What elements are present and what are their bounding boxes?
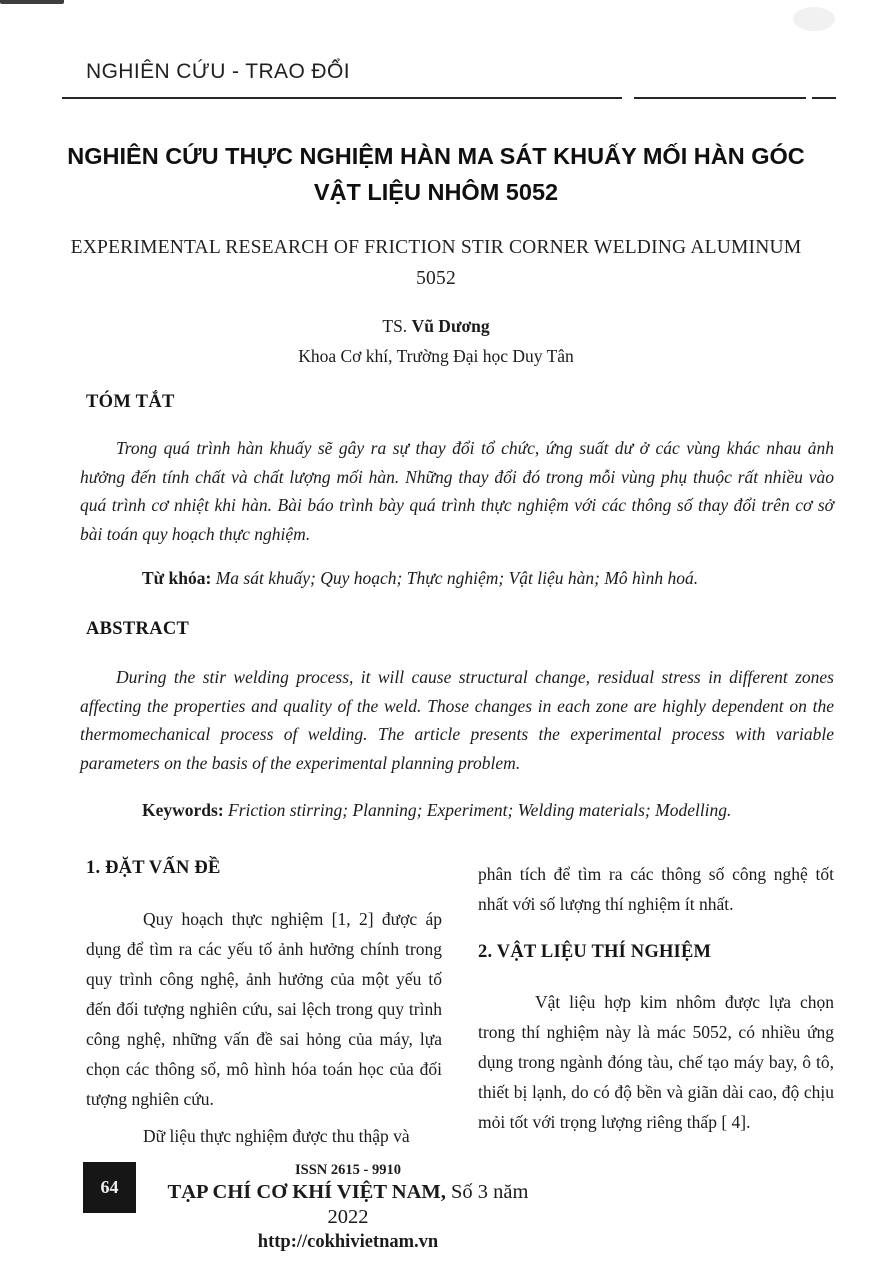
header-rule-segment — [634, 97, 806, 99]
byline — [0, 311, 872, 371]
journal-footer — [148, 1161, 548, 1254]
keywords-vi — [86, 565, 834, 591]
section-1-paragraph-1: Quy hoạch thực nghiệm [1, 2] được áp dụng để tìm ra các yếu tố ảnh hưởng chính trong quy trình công nghệ, ảnh hưởng của một yếu tố đến đối tượng nghiên cứu, sai lệch trong quy trình công nghệ, những vấn đề sai hỏng của máy, lựa chọn các thông số, mô hình hóa toán học của đối tượng nghiên cứu. — [86, 909, 442, 1109]
scan-artifact — [0, 0, 64, 4]
page-number-badge: 64 — [83, 1162, 136, 1213]
keywords-en-text: Friction stirring; Planning; Experiment; Welding materials; Modelling. — [223, 800, 732, 820]
affiliation: Khoa Cơ khí, Trường Đại học Duy Tân — [298, 346, 574, 366]
keywords-vi-label: Từ khóa: — [142, 568, 212, 588]
article-title-en-line2: 5052 — [416, 268, 456, 289]
left-column — [86, 856, 442, 1151]
footer-journal-name: TẠP CHÍ CƠ KHÍ VIỆT NAM, — [167, 1181, 446, 1203]
author-name: Vũ Dương — [411, 316, 490, 336]
header-rule-gap — [622, 97, 634, 99]
footer-issue: Số 3 năm 2022 — [327, 1181, 529, 1228]
article-title-en-line1: EXPERIMENTAL RESEARCH OF FRICTION STIR CORNER WELDING ALUMINUM — [70, 237, 802, 258]
author-title-prefix: TS. — [382, 316, 412, 336]
abstract-en-body: During the stir welding process, it will cause structural change, residual stress in different zones affecting the properties and quality of the weld. Those changes in each zone are highly dependent on the thermomechanical process of welding. The article presents the experimental process with variable parameters on the basis of the experimental planning problem. — [80, 667, 834, 773]
scan-smudge — [793, 7, 835, 31]
section-2-paragraph-1: Vật liệu hợp kim nhôm được lựa chọn trong thí nghiệm này là mác 5052, có nhiều ứng dụng trong ngành đóng tàu, chế tạo máy bay, ô tô, thiết bị lạnh, do có độ bền và giãn dài cao, độ chịu mỏi tốt với trọng lượng riêng thấp [ 4]. — [478, 992, 834, 1132]
section-1-heading: 1. ĐẶT VẤN ĐỀ — [86, 858, 221, 878]
keywords-en — [86, 797, 834, 823]
section-1-paragraph-2-continuation: phân tích để tìm ra các thông số công nghệ tốt nhất với số lượng thí nghiệm ít nhất. — [478, 864, 834, 914]
author-line — [0, 311, 872, 341]
header-rule — [62, 97, 836, 99]
abstract-en-heading: ABSTRACT — [86, 619, 190, 639]
header-rule-segment — [62, 97, 622, 99]
abstract-vi-heading: TÓM TẮT — [86, 392, 175, 412]
section-1-paragraph-2: Dữ liệu thực nghiệm được thu thập và — [143, 1126, 410, 1146]
footer-issn: ISSN 2615 - 9910 — [295, 1162, 401, 1178]
keywords-en-label: Keywords: — [142, 800, 224, 820]
header-rule-segment — [812, 97, 836, 99]
right-column — [478, 856, 834, 1151]
article-title-line1: NGHIÊN CỨU THỰC NGHIỆM HÀN MA SÁT KHUẤY MỐI HÀN GÓC — [67, 143, 805, 169]
abstract-vi-body: Trong quá trình hàn khuấy sẽ gây ra sự thay đổi tổ chức, ứng suất dư ở các vùng khác nhau ảnh hưởng đến tính chất và chất lượng mối hàn. Những thay đổi đó trong mỗi vùng phụ thuộc rất nhiều vào quá trình cơ nhiệt khi hàn. Bài báo trình bày quá trình thực nghiệm với các thông số thay đổi trên cơ sở bài toán quy hoạch thực nghiệm. — [80, 438, 834, 544]
article-title-english — [50, 232, 822, 294]
footer-journal-line — [148, 1180, 548, 1230]
running-head: NGHIÊN CỨU - TRAO ĐỔI — [86, 60, 350, 83]
two-column-body — [86, 856, 834, 1151]
footer-url: http://cokhivietnam.vn — [257, 1232, 439, 1252]
article-title-line2: VẬT LIỆU NHÔM 5052 — [313, 179, 559, 205]
article-title-vietnamese — [50, 138, 822, 210]
keywords-vi-text: Ma sát khuấy; Quy hoạch; Thực nghiệm; Vật liệu hàn; Mô hình hoá. — [211, 568, 699, 588]
section-2-heading: 2. VẬT LIỆU THÍ NGHIỆM — [478, 942, 712, 962]
